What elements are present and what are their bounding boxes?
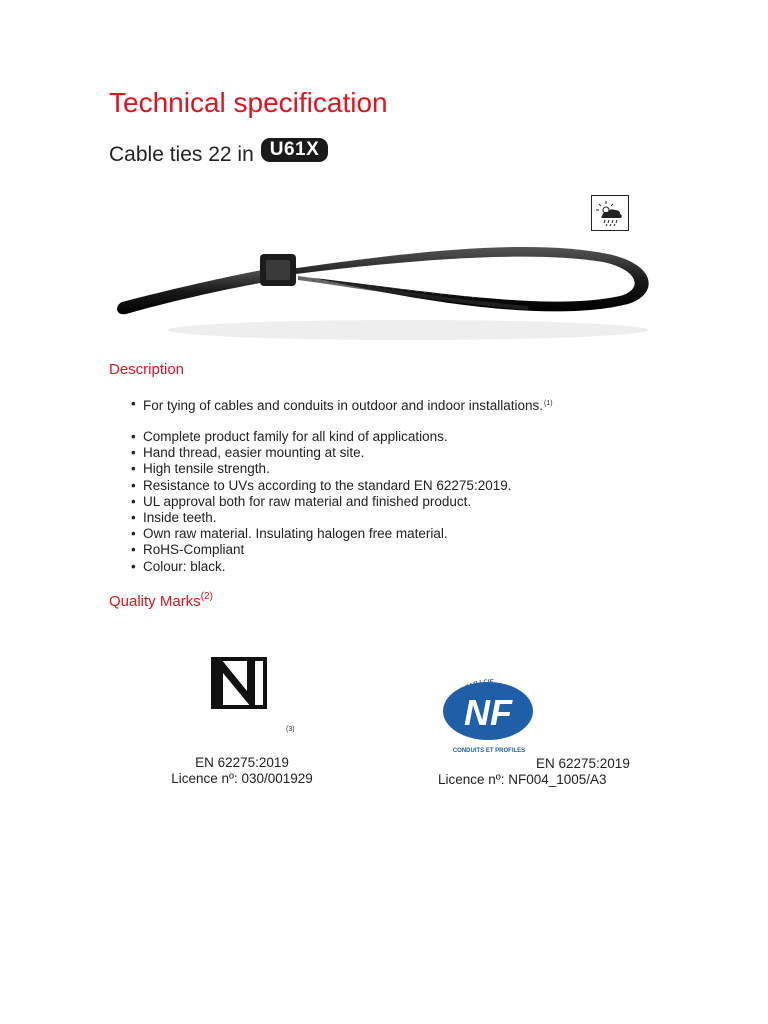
- n-mark-logo: [211, 657, 267, 709]
- product-subtitle: [109, 140, 328, 170]
- list-item: • RoHS-Compliant: [131, 542, 511, 558]
- subtitle-text: Cable ties 22 in: [109, 143, 254, 166]
- nf-logo-text: NF: [464, 692, 512, 733]
- list-item: • For tying of cables and conduits in outdoor and indoor installations.$^{(1)}$: [131, 396, 553, 414]
- quality-mark-2-details: [426, 756, 636, 788]
- page-title: Technical specification: [109, 87, 388, 118]
- footnote-marker: (3): [286, 726, 295, 733]
- standard-text: EN 62275:2019: [195, 755, 289, 770]
- nf-logo-bottom-text: CONDUITS ET PROFILES: [452, 748, 526, 754]
- sun-cloud-rain-icon: [591, 195, 629, 231]
- list-item: • Hand thread, easier mounting at site.: [131, 445, 511, 461]
- list-item: • Own raw material. Insulating halogen free material.: [131, 526, 511, 542]
- list-item: • Resistance to UVs according to the standard EN 62275:2019.: [131, 478, 511, 494]
- list-item: • Colour: black.: [131, 559, 511, 575]
- quality-marks-heading: Quality Marks$^{(2)}$: [109, 591, 213, 610]
- quality-mark-1-details: [142, 755, 342, 787]
- product-code-badge: U61X: [261, 138, 329, 162]
- description-intro-list: [131, 396, 553, 414]
- list-item: • UL approval both for raw material and finished product.: [131, 494, 511, 510]
- cable-tie-image: [108, 232, 668, 352]
- standard-text: EN 62275:2019: [536, 756, 630, 771]
- feature-list: [131, 429, 511, 575]
- description-heading: Description: [109, 361, 185, 378]
- footnote-marker: (1): [544, 400, 553, 407]
- list-item: • Complete product family for all kind of applications.: [131, 429, 511, 445]
- list-item: • Inside teeth.: [131, 510, 511, 526]
- list-item: • High tensile strength.: [131, 461, 511, 477]
- footnote-marker: (2): [200, 591, 213, 602]
- nf-logo: [440, 675, 540, 757]
- licence-text: Licence nº: NF004_1005/A3: [438, 772, 607, 787]
- licence-text: Licence nº: 030/001929: [171, 771, 313, 786]
